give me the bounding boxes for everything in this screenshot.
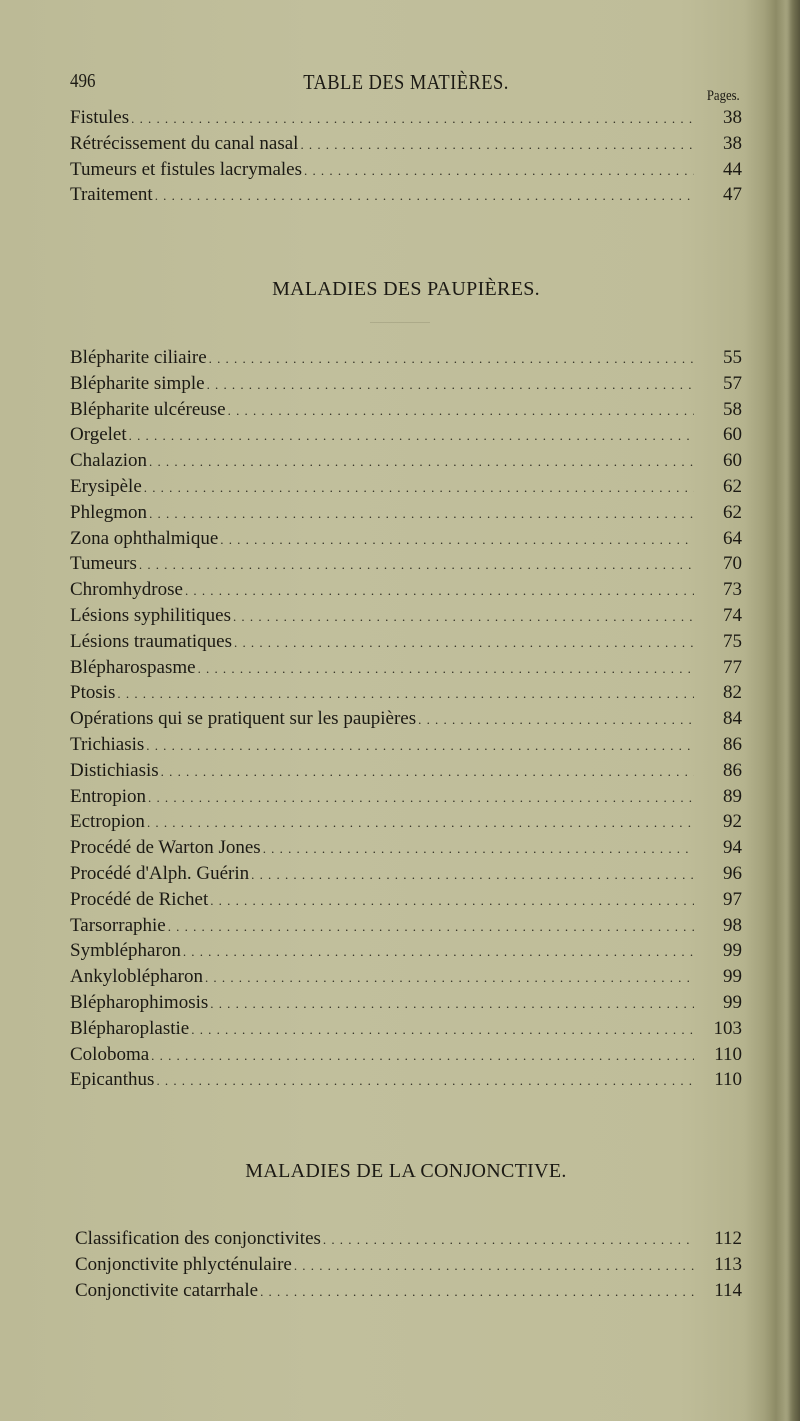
dot-leader: [234, 630, 694, 656]
dot-leader: [131, 106, 694, 132]
toc-entry: [70, 680, 742, 706]
toc-entry-page-number: 86: [723, 733, 742, 755]
toc-entry: [70, 526, 742, 552]
section-title-conjonctive: MALADIES DE LA CONJONCTIVE.: [245, 1160, 567, 1182]
toc-entry: [70, 474, 742, 500]
dot-leader: [210, 991, 694, 1017]
toc-entry-label: Erysipèle: [70, 475, 142, 497]
dot-leader: [304, 158, 694, 184]
dot-leader: [148, 785, 694, 811]
toc-entry-page-number: 77: [723, 656, 742, 678]
toc-entry: [70, 500, 742, 526]
dot-leader: [183, 939, 694, 965]
toc-entry-page-number: 60: [723, 424, 742, 446]
section-title-paupieres: MALADIES DES PAUPIÈRES.: [272, 278, 540, 300]
toc-entry-label: Distichiasis: [70, 759, 159, 781]
toc-entry-page-number: 70: [723, 553, 742, 575]
toc-entry-page-number: 114: [714, 1279, 742, 1301]
toc-entry-label: Procédé de Warton Jones: [70, 837, 261, 859]
toc-entry: [70, 422, 742, 448]
toc-entry-page-number: 103: [713, 1017, 742, 1039]
dot-leader: [155, 183, 694, 209]
dot-leader: [151, 1043, 694, 1069]
toc-entry: [70, 551, 742, 577]
dot-leader: [210, 888, 694, 914]
toc-entry-label: Lésions syphilitiques: [70, 604, 231, 626]
toc-entry-label: Coloboma: [70, 1043, 150, 1065]
dot-leader: [220, 527, 694, 553]
toc-entry-label: Blépharospasme: [70, 656, 196, 678]
toc-entry-label: Tumeurs et fistules lacrymales: [70, 158, 303, 180]
dot-leader: [156, 1068, 694, 1094]
toc-entry-label: Blépharite ulcéreuse: [70, 398, 226, 420]
toc-entry-label: Procédé de Richet: [70, 888, 209, 910]
section-divider: [370, 322, 430, 323]
toc-entry: [70, 448, 742, 474]
toc-entry-page-number: 97: [723, 888, 742, 910]
toc-entry-page-number: 64: [723, 527, 742, 549]
toc-entry-page-number: 98: [723, 914, 742, 936]
running-title: TABLE DES MATIÈRES.: [303, 70, 509, 94]
toc-entry: [70, 809, 742, 835]
toc-entry-label: Blépharite ciliaire: [70, 347, 207, 368]
toc-entry-page-number: 62: [723, 475, 742, 497]
toc-entry-label: Phlegmon: [70, 501, 148, 523]
dot-leader: [139, 552, 694, 578]
toc-entry-page-number: 99: [723, 966, 742, 988]
toc-entry-page-number: 96: [723, 862, 742, 884]
toc-entry-label: Opérations qui se pratiquent sur les paupières: [70, 708, 417, 730]
toc-entry-label: Trichiasis: [70, 733, 145, 755]
toc-entry-page-number: 99: [723, 940, 742, 962]
dot-leader: [263, 836, 694, 862]
toc-entry-label: Ankyloblépharon: [70, 966, 203, 988]
toc-entry-label: Tarsorraphie: [70, 914, 166, 936]
toc-entry-page-number: 58: [723, 398, 742, 420]
toc-entry-page-number: 55: [723, 347, 742, 368]
dot-leader: [161, 759, 694, 785]
toc-entry-label: Fistules: [70, 107, 130, 128]
toc-entry: [75, 1278, 742, 1304]
page-number: 496: [70, 70, 96, 92]
dot-leader: [260, 1279, 694, 1305]
toc-entry-label: Blépharoplastie: [70, 1017, 190, 1039]
toc-entry: [70, 835, 742, 861]
toc-entry: [70, 577, 742, 603]
toc-entry: [70, 629, 742, 655]
toc-entry: [70, 157, 742, 183]
toc-entry-label: Epicanthus: [70, 1069, 155, 1091]
toc-entry-page-number: 74: [723, 604, 742, 626]
toc-entry-label: Entropion: [70, 785, 146, 807]
toc-entry-label: Blépharite simple: [70, 372, 205, 394]
toc-entry: [70, 105, 742, 131]
toc-entry-page-number: 89: [723, 785, 742, 807]
toc-entry: [70, 861, 742, 887]
toc-entry-label: Blépharophimosis: [70, 991, 209, 1013]
toc-entry-page-number: 82: [723, 682, 742, 704]
toc-entry-label: Tumeurs: [70, 553, 137, 575]
toc-entry-label: Chalazion: [70, 450, 148, 472]
dot-leader: [251, 862, 694, 888]
toc-entry-page-number: 113: [714, 1253, 742, 1275]
dot-leader: [185, 578, 694, 604]
toc-entry: [70, 732, 742, 758]
dot-leader: [323, 1227, 694, 1253]
toc-entry-page-number: 99: [723, 991, 742, 1013]
toc-section-lacrymal: [70, 105, 742, 208]
pages-column-label: Pages.: [707, 88, 740, 104]
toc-entry-page-number: 57: [723, 372, 742, 394]
toc-entry-label: Ectropion: [70, 811, 145, 833]
toc-entry: [70, 182, 742, 208]
toc-section-paupieres: [70, 345, 742, 1093]
dot-leader: [117, 681, 694, 707]
toc-entry: [70, 938, 742, 964]
toc-entry: [70, 603, 742, 629]
toc-entry: [70, 706, 742, 732]
toc-entry: [70, 131, 742, 157]
toc-entry-page-number: 75: [723, 630, 742, 652]
toc-section-conjonctive: [75, 1226, 742, 1303]
toc-entry-page-number: 112: [714, 1228, 742, 1249]
toc-entry-page-number: 73: [723, 579, 742, 601]
toc-entry-page-number: 94: [723, 837, 742, 859]
toc-entry: [70, 345, 742, 371]
dot-leader: [129, 423, 694, 449]
toc-entry-page-number: 38: [723, 107, 742, 128]
dot-leader: [207, 372, 694, 398]
dot-leader: [149, 449, 694, 475]
toc-entry-page-number: 60: [723, 450, 742, 472]
toc-entry-page-number: 86: [723, 759, 742, 781]
dot-leader: [147, 810, 694, 836]
dot-leader: [205, 965, 694, 991]
toc-entry: [70, 1016, 742, 1042]
toc-entry-label: Orgelet: [70, 424, 127, 446]
toc-entry-label: Classification des conjonctivites: [75, 1228, 321, 1249]
toc-entry-page-number: 47: [723, 184, 742, 206]
toc-entry-page-number: 110: [714, 1043, 742, 1065]
dot-leader: [198, 656, 694, 682]
toc-entry-page-number: 110: [714, 1069, 742, 1091]
dot-leader: [300, 132, 694, 158]
toc-entry: [75, 1252, 742, 1278]
running-head: [70, 70, 742, 96]
toc-entry-page-number: 62: [723, 501, 742, 523]
toc-entry: [70, 397, 742, 423]
toc-entry-label: Conjonctivite phlycténulaire: [75, 1253, 292, 1275]
toc-entry-label: Conjonctivite catarrhale: [75, 1279, 259, 1301]
dot-leader: [418, 707, 694, 733]
toc-entry-label: Lésions traumatiques: [70, 630, 232, 652]
toc-entry: [70, 758, 742, 784]
toc-entry-label: Ptosis: [70, 682, 116, 704]
toc-entry: [70, 655, 742, 681]
toc-entry-label: Chromhydrose: [70, 579, 183, 601]
toc-entry: [70, 887, 742, 913]
page-edge-shadow: [786, 0, 800, 1421]
toc-entry: [70, 371, 742, 397]
dot-leader: [149, 501, 694, 527]
toc-entry-page-number: 38: [723, 132, 742, 154]
toc-entry-label: Procédé d'Alph. Guérin: [70, 862, 250, 884]
dot-leader: [228, 398, 694, 424]
toc-entry-page-number: 84: [723, 708, 742, 730]
dot-leader: [233, 604, 694, 630]
toc-entry: [70, 913, 742, 939]
toc-entry-label: Symblépharon: [70, 940, 181, 962]
toc-entry: [70, 1067, 742, 1093]
toc-entry-label: Traitement: [70, 184, 153, 206]
toc-entry-label: Zona ophthalmique: [70, 527, 219, 549]
toc-entry-page-number: 92: [723, 811, 742, 833]
toc-entry: [75, 1226, 742, 1252]
toc-entry-page-number: 44: [723, 158, 742, 180]
toc-entry: [70, 964, 742, 990]
toc-entry-label: Rétrécissement du canal nasal: [70, 132, 299, 154]
dot-leader: [191, 1017, 694, 1043]
dot-leader: [144, 475, 694, 501]
toc-entry: [70, 1042, 742, 1068]
toc-entry: [70, 784, 742, 810]
dot-leader: [146, 733, 694, 759]
dot-leader: [168, 914, 694, 940]
dot-leader: [294, 1253, 694, 1279]
dot-leader: [209, 346, 694, 372]
toc-entry: [70, 990, 742, 1016]
